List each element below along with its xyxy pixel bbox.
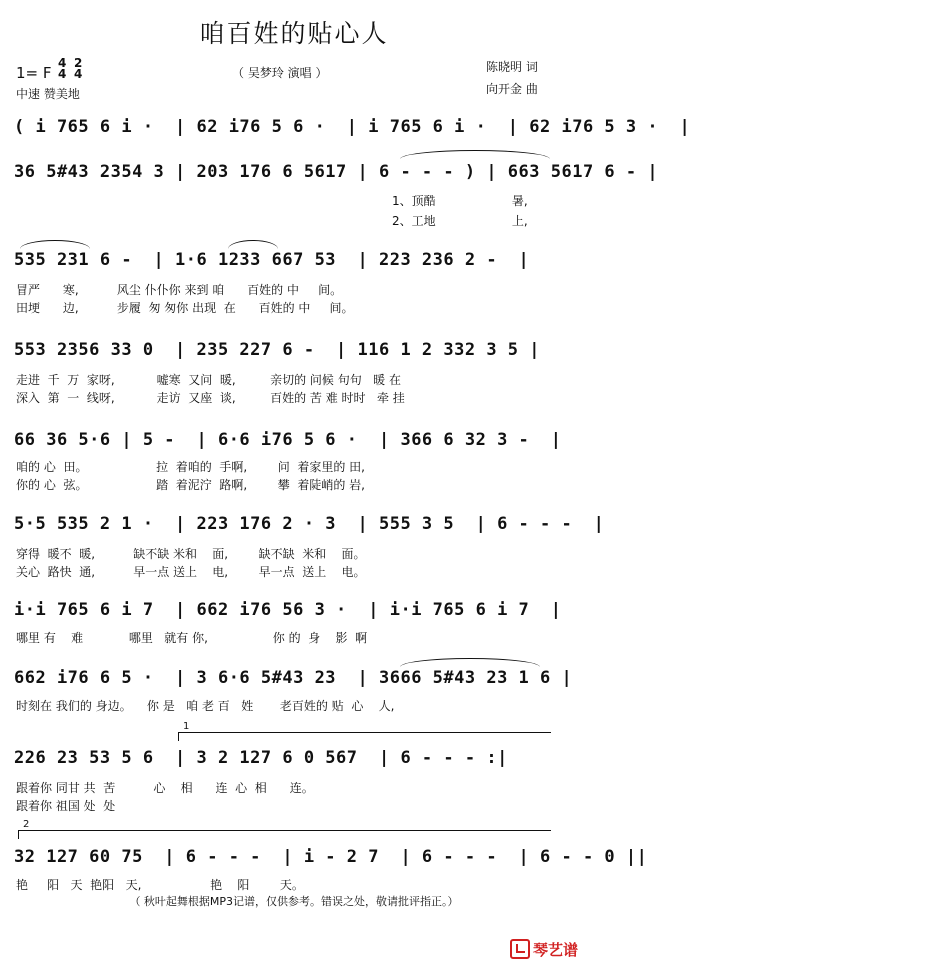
lyric-row-6: 哪里 有 难 哪里 就有 你, 你 的 身 影 啊 (16, 631, 368, 645)
lyric-row-8b: 跟着你 祖国 处 处 (16, 799, 116, 813)
notation-row-7: i·i 765 6 i 7 | 662 i76 56 3 · | i·i 765 6 i 7 | (14, 600, 562, 620)
logo-icon (510, 939, 530, 959)
slur-arc (228, 240, 278, 249)
lyric-row-7: 时刻在 我们的 身边。 你 是 咱 老 百 姓 老百姓的 贴 心 人, (16, 699, 395, 713)
notation-row-4: 553 2356 33 0 | 235 227 6 - | 116 1 2 332 3 5 | (14, 340, 541, 360)
lyric-row-2b: 田埂 边, 步履 匆 匆你 出现 在 百姓的 中 间。 (16, 301, 354, 315)
lyricist-credit: 陈晓明 词 (486, 60, 538, 74)
notation-row-9: 226 23 53 5 6 | 3 2 127 6 0 567 | 6 - - - :| (14, 748, 508, 768)
time-signature-1: 4 4 (58, 56, 67, 81)
lyric-row-4b: 你的 心 弦。 踏 着泥泞 路啊, 攀 着陡峭的 岩, (16, 478, 365, 492)
notation-row-2: 36 5#43 2354 3 | 203 176 6 5617 | 6 - - - ) | 663 5617 6 - | (14, 162, 659, 182)
lyric-row-9: 艳 阳 天 艳阳 天, 艳 阳 天。 (16, 878, 304, 892)
transcription-note: （ 秋叶起舞根据MP3记谱，仅供参考。错误之处，敬请批评指正。） (129, 895, 459, 908)
notation-row-8: 662 i76 6 5 · | 3 6·6 5#43 23 | 3666 5#43 23 1 6 | (14, 668, 573, 688)
tempo-marking: 中速 赞美地 (16, 87, 80, 101)
lyric-row-1a: 1、顶酷 暑, (392, 194, 528, 208)
lyric-row-5b: 关心 路快 通, 早一点 送上 电, 早一点 送上 电。 (16, 565, 366, 579)
lyric-row-8a: 跟着你 同甘 共 苦 心 相 连 心 相 连。 (16, 781, 314, 795)
performer-credit: （ 吴梦玲 演唱 ） (232, 66, 328, 80)
lyric-row-3a: 走进 千 万 家呀, 嘘寒 又问 暖, 亲切的 问候 句句 暖 在 (16, 373, 401, 387)
time-signature-2: 2 4 (74, 56, 83, 81)
lyric-row-2a: 冒严 寒, 风尘 仆仆你 来到 咱 百姓的 中 间。 (16, 283, 343, 297)
lyric-row-3b: 深入 第 一 线呀, 走访 又座 谈, 百姓的 苦 难 时时 牵 挂 (16, 391, 405, 405)
notation-row-5: 66 36 5·6 | 5 - | 6·6 i76 5 6 · | 366 6 32 3 - | (14, 430, 562, 450)
volta-1: 1 (178, 732, 551, 741)
key-signature: 1= F (16, 64, 52, 82)
lyric-row-5a: 穿得 暖不 暖, 缺不缺 米和 面, 缺不缺 米和 面。 (16, 547, 366, 561)
notation-row-3: 535 231 6 - | 1·6 1233 667 53 | 223 236 2 - | (14, 250, 530, 270)
notation-row-1: ( i 765 6 i · | 62 i76 5 6 · | i 765 6 i · | 62 i76 5 3 · | (14, 117, 691, 137)
slur-arc (20, 240, 90, 249)
composer-credit: 向开金 曲 (486, 82, 538, 96)
slur-arc (400, 150, 550, 159)
lyric-row-4a: 咱的 心 田。 拉 着咱的 手啊, 问 着家里的 田, (16, 460, 365, 474)
notation-row-10: 32 127 60 75 | 6 - - - | i - 2 7 | 6 - - - | 6 - - 0 || (14, 847, 648, 867)
slur-arc (400, 658, 540, 667)
lyric-row-1b: 2、工地 上, (392, 214, 528, 228)
volta-2: 2 (18, 830, 551, 839)
notation-row-6: 5·5 535 2 1 · | 223 176 2 · 3 | 555 3 5 | 6 - - - | (14, 514, 605, 534)
song-title: 咱百姓的贴心人 (199, 19, 389, 48)
site-logo: 琴艺谱 (510, 939, 578, 960)
